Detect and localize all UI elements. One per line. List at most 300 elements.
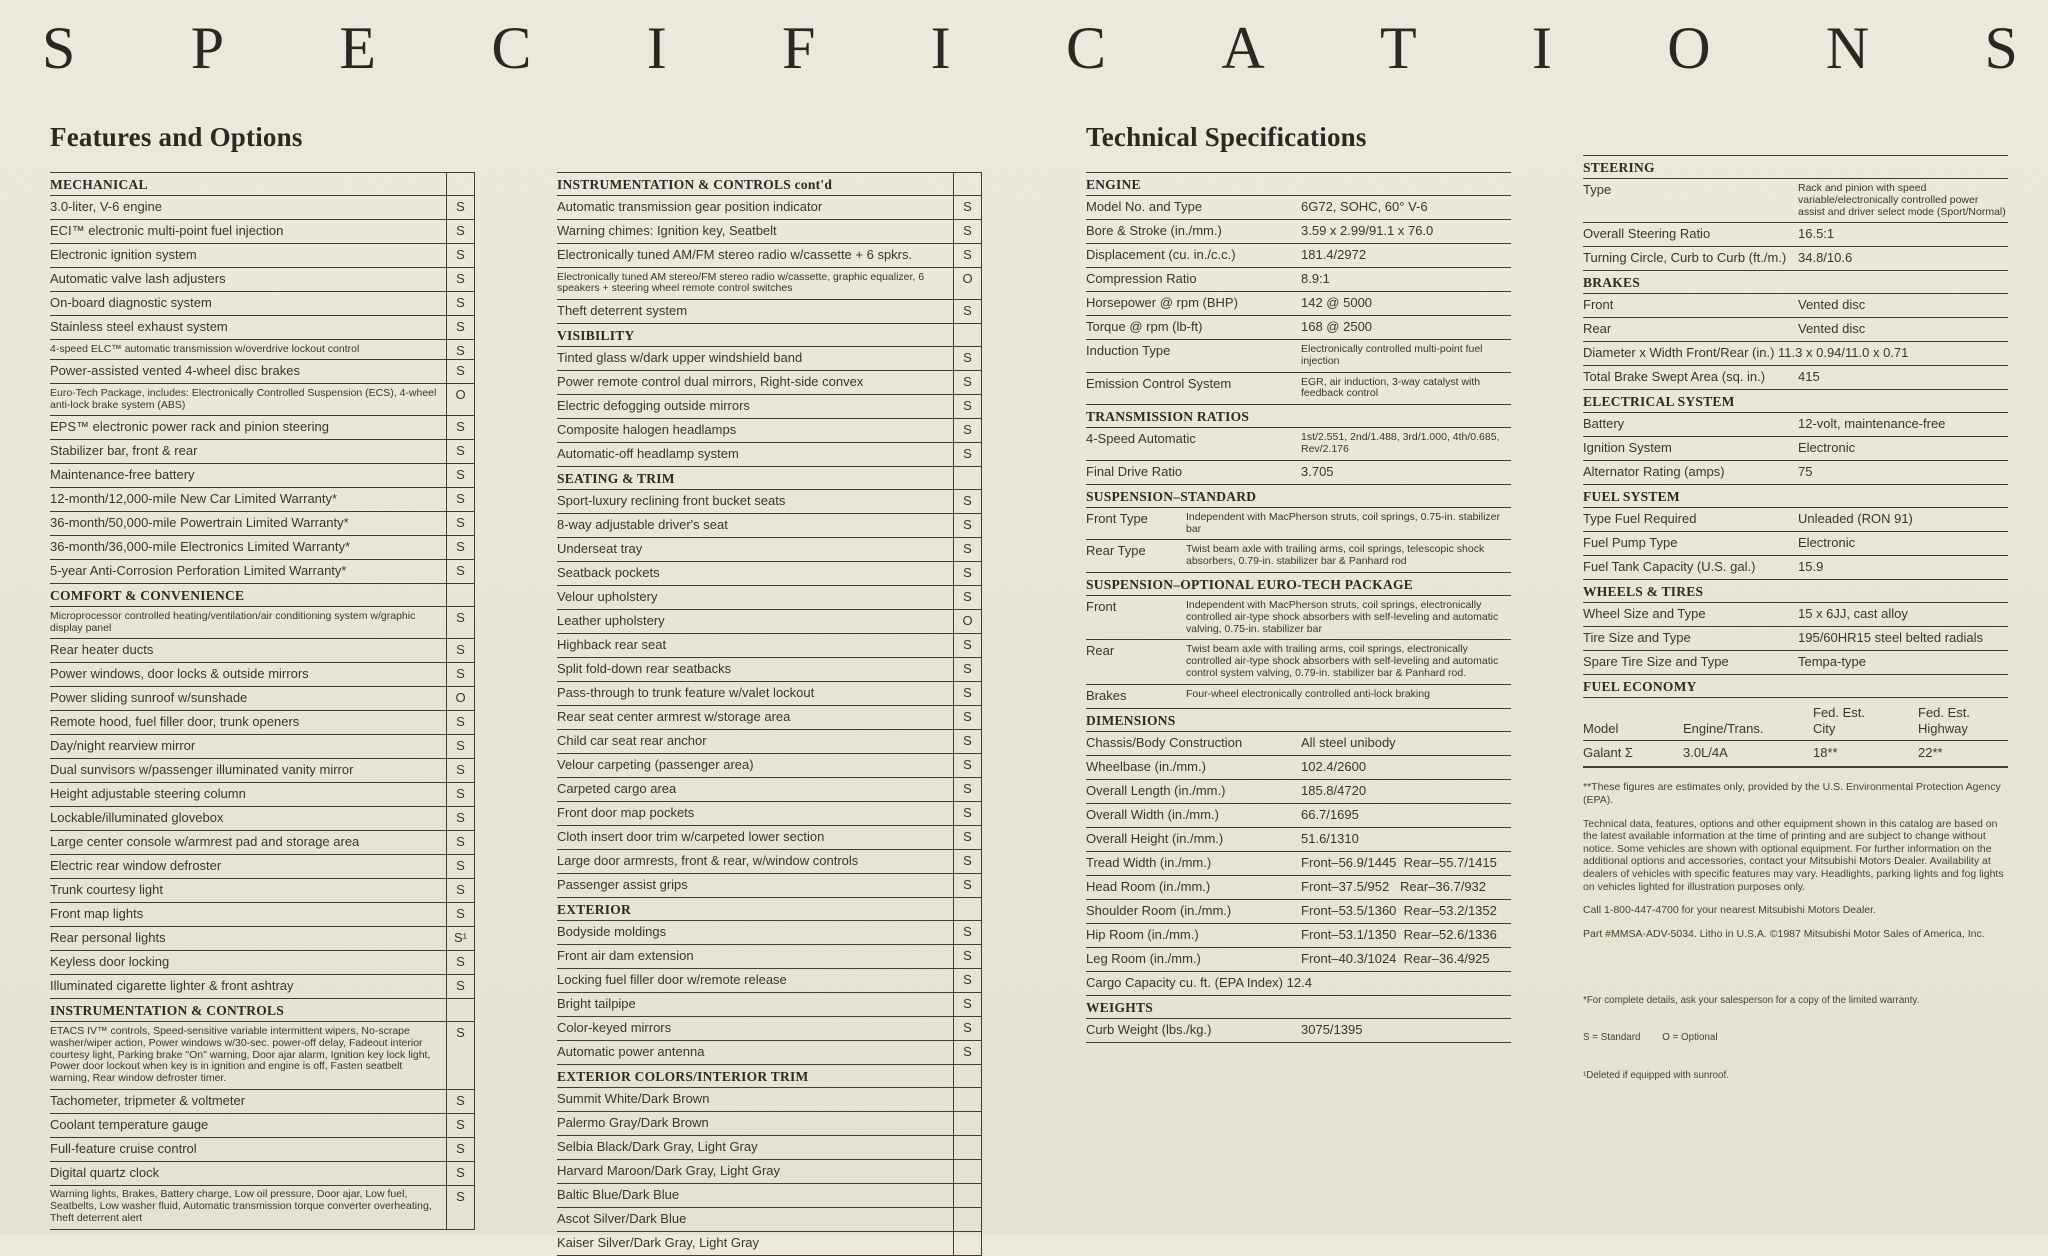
- availability-code: S¹: [446, 927, 475, 950]
- spec-row: [1583, 508, 2008, 532]
- feature-row: [557, 196, 982, 220]
- availability-code: S: [446, 244, 475, 267]
- spec-row: [1086, 196, 1511, 220]
- fuel-economy-header-label: City: [1813, 721, 1836, 737]
- feature-row: [557, 802, 982, 826]
- feature-row: [557, 1184, 982, 1208]
- spec-value: Front–37.5/952 Rear–36.7/932: [1301, 878, 1487, 894]
- fuel-economy-header-top: [1583, 705, 1683, 721]
- footnote-part-number: Part #MMSA-ADV-5034. Litho in U.S.A. ©1987 Mitsubishi Motor Sales of America, Inc.: [1583, 927, 1985, 940]
- availability-code: S: [446, 1186, 475, 1229]
- feature-label: Stainless steel exhaust system: [50, 319, 228, 334]
- spec-label: Model No. and Type: [1086, 199, 1203, 214]
- spec-label: Compression Ratio: [1086, 271, 1197, 286]
- availability-code: S: [446, 639, 475, 662]
- feature-row: [50, 951, 475, 975]
- feature-row: [50, 607, 475, 639]
- feature-label: Passenger assist grips: [557, 877, 688, 893]
- spec-row: [1583, 413, 2008, 437]
- page-title-letter: I: [646, 15, 667, 81]
- feature-label: Dual sunvisors w/passenger illuminated vanity mirror: [50, 762, 354, 778]
- feature-row: [557, 610, 982, 634]
- spec-label: Hip Room (in./mm.): [1086, 926, 1199, 942]
- spec-row: [1086, 596, 1511, 640]
- feature-label: Front map lights: [50, 906, 144, 922]
- spec-section-header: SUSPENSION–STANDARD: [1086, 485, 1511, 508]
- page-title-letter: F: [781, 15, 816, 81]
- footnote-legal: Technical data, features, options and other equipment shown in this catalog are based on the latest available information at the time of printing and are subject to change without notice. Some vehicles are shown with optional equipment. For further information on the additional options and accessories, contact your Mitsubishi Motors Dealer. Availability at dealers of vehicles with specific features may vary. Headlights, parking lights and fog lights on vehicles lighted for illustration purposes only.: [1583, 817, 2004, 893]
- spec-value: Electronic: [1798, 535, 1856, 551]
- spec-value: 16.5:1: [1798, 226, 1835, 242]
- feature-label: Velour upholstery: [557, 589, 658, 605]
- feature-label: ETACS IV™ controls, Speed-sensitive variable intermittent wipers, No-scrape washer/wiper action, Power windows w/30-sec. power-off delay, Fadeout interior courtesy light, Parking brake "On" warning, Door ajar alarm, Ignition key lock light, Power door lockout when key is in ignition and engine is off, Fasten seatbelt warning, Rear window defroster timer.: [50, 1024, 431, 1085]
- availability-code: S: [953, 1041, 982, 1064]
- spec-label: Fuel Pump Type: [1583, 535, 1678, 551]
- spec-value: Twist beam axle with trailing arms, coil springs, telescopic shock absorbers, 0.79-in. stabilizer bar & Panhard rod: [1186, 543, 1485, 568]
- spec-label: Total Brake Swept Area (sq. in.): [1583, 369, 1766, 385]
- spec-row: [1583, 294, 2008, 318]
- features-column-2: [557, 172, 982, 1256]
- feature-label: 36-month/36,000-mile Electronics Limited Warranty*: [50, 539, 351, 555]
- feature-label: ECI™ electronic multi-point fuel injection: [50, 223, 284, 238]
- spec-label: Front Type: [1086, 510, 1148, 526]
- spec-value: 75: [1798, 464, 1813, 480]
- feature-row: [557, 586, 982, 610]
- feature-row: [557, 993, 982, 1017]
- availability-code: S: [446, 879, 475, 902]
- feature-section-title: SEATING & TRIM: [557, 471, 675, 487]
- spec-value: 15 x 6JJ, cast alloy: [1798, 606, 1908, 622]
- availability-code: S: [446, 316, 475, 339]
- spec-label: Displacement (cu. in./c.c.): [1086, 247, 1236, 262]
- availability-code: S: [953, 778, 982, 801]
- spec-label: Rear Type: [1086, 543, 1146, 559]
- feature-label: Cloth insert door trim w/carpeted lower section: [557, 829, 825, 845]
- availability-code: S: [953, 562, 982, 585]
- feature-label: Bright tailpipe: [557, 996, 636, 1012]
- spec-value: 8.9:1: [1301, 271, 1330, 286]
- availability-code: [953, 1112, 982, 1135]
- spec-label: Horsepower @ rpm (BHP): [1086, 295, 1238, 310]
- availability-code: S: [953, 300, 982, 323]
- availability-code: S: [953, 514, 982, 537]
- page-title-letter: S: [1984, 15, 2018, 81]
- feature-row: [50, 1114, 475, 1138]
- feature-section-header-row: [557, 1065, 982, 1088]
- availability-code: O: [953, 610, 982, 633]
- page-title-letter: P: [190, 15, 225, 81]
- feature-row: [557, 371, 982, 395]
- spec-section-header: ENGINE: [1086, 173, 1511, 196]
- feature-row: [557, 443, 982, 467]
- feature-section-title: VISIBILITY: [557, 328, 635, 344]
- feature-label: Tachometer, tripmeter & voltmeter: [50, 1092, 246, 1108]
- feature-label: Velour carpeting (passenger area): [557, 757, 754, 773]
- feature-row: [50, 1090, 475, 1114]
- spec-label: Head Room (in./mm.): [1086, 878, 1211, 894]
- fuel-economy-col-header: [1918, 705, 2008, 737]
- spec-row: [1583, 603, 2008, 627]
- feature-label: Large door armrests, front & rear, w/window controls: [557, 853, 859, 869]
- availability-code: S: [953, 682, 982, 705]
- feature-label: Large center console w/armrest pad and storage area: [50, 834, 360, 850]
- tech-specs-table-2: [1583, 155, 2008, 675]
- spec-value: Front–40.3/1024 Rear–36.4/925: [1301, 950, 1490, 966]
- feature-row: [557, 874, 982, 898]
- fuel-economy-header: FUEL ECONOMY: [1583, 675, 2008, 698]
- fuel-economy-col-header: [1813, 705, 1918, 737]
- spec-label: 4-Speed Automatic: [1086, 431, 1196, 447]
- availability-code-cell: [953, 1065, 982, 1087]
- availability-code: S: [446, 735, 475, 758]
- features-table-2: [557, 172, 982, 1256]
- feature-label: Seatback pockets: [557, 565, 660, 581]
- spec-value: 195/60HR15 steel belted radials: [1798, 630, 1984, 646]
- feature-label: Electronic ignition system: [50, 247, 197, 262]
- availability-code: O: [446, 687, 475, 710]
- spec-label: Front: [1086, 598, 1117, 614]
- feature-row: [50, 360, 475, 384]
- feature-label: Composite halogen headlamps: [557, 422, 737, 438]
- feature-row: [50, 975, 475, 999]
- availability-code: S: [953, 730, 982, 753]
- spec-label: Leg Room (in./mm.): [1086, 950, 1201, 966]
- legend-codes: S = Standard O = Optional: [1583, 1032, 1718, 1044]
- feature-row: [50, 416, 475, 440]
- spec-row: [1086, 640, 1511, 684]
- feature-row: [557, 706, 982, 730]
- feature-label: Euro-Tech Package, includes: Electronically Controlled Suspension (ECS), 4-wheel anti-lock brake system (ABS): [50, 386, 437, 411]
- feature-label: On-board diagnostic system: [50, 295, 212, 310]
- fuel-economy-header-top: Fed. Est.: [1918, 705, 1971, 721]
- spec-label: Turning Circle, Curb to Curb (ft./m.): [1583, 250, 1787, 266]
- feature-row: [50, 855, 475, 879]
- fuel-economy-city-mpg: 18**: [1813, 745, 1838, 761]
- feature-row: [50, 220, 475, 244]
- feature-section-header-row: [557, 898, 982, 921]
- spec-row: [1583, 247, 2008, 271]
- feature-label: Front door map pockets: [557, 805, 695, 821]
- spec-row: [1086, 373, 1511, 406]
- feature-label: Power remote control dual mirrors, Right-side convex: [557, 374, 864, 390]
- spec-row: [1086, 428, 1511, 461]
- availability-code-cell: [953, 898, 982, 920]
- tech-specs-title: Technical Specifications: [1086, 122, 1367, 152]
- availability-code: S: [446, 903, 475, 926]
- availability-code: [953, 1184, 982, 1207]
- spec-row: [1086, 461, 1511, 485]
- feature-label: Keyless door locking: [50, 954, 170, 970]
- page-title-letter: T: [1379, 15, 1417, 81]
- feature-label: Electric defogging outside mirrors: [557, 398, 750, 414]
- feature-row: [557, 1160, 982, 1184]
- page-title-letter: N: [1825, 15, 1870, 81]
- feature-section-header-row: [557, 467, 982, 490]
- spec-row: [1583, 532, 2008, 556]
- feature-section-header-row: [50, 173, 475, 196]
- feature-label: Underseat tray: [557, 541, 643, 557]
- feature-row: [557, 969, 982, 993]
- feature-label: Warning lights, Brakes, Battery charge, Low oil pressure, Door ajar, Low fuel, Seatbelts, Low washer fluid, Automatic transmission torque converter overheating, Theft deterrent alert: [50, 1188, 432, 1225]
- spec-value: Twist beam axle with trailing arms, coil springs, electronically controlled air-type shock absorbers with self-leveling and automatic control system valving, 0.79-in. stabilizer bar & Panhard rod.: [1186, 643, 1499, 679]
- spec-row: [1086, 732, 1511, 756]
- spec-value: 3075/1395: [1301, 1021, 1363, 1037]
- spec-row: [1086, 900, 1511, 924]
- feature-label: Locking fuel filler door w/remote release: [557, 972, 787, 988]
- spec-label: Shoulder Room (in./mm.): [1086, 902, 1232, 918]
- availability-code: S: [446, 220, 475, 243]
- feature-row: [50, 384, 475, 416]
- spec-row: [1086, 756, 1511, 780]
- feature-section-title: INSTRUMENTATION & CONTROLS cont'd: [557, 177, 833, 192]
- feature-label: Day/night rearview mirror: [50, 738, 196, 754]
- feature-label: Rear personal lights: [50, 930, 166, 946]
- spec-value: 6G72, SOHC, 60° V-6: [1301, 199, 1428, 214]
- feature-row: [50, 1186, 475, 1230]
- fuel-economy-engine-trans: 3.0L/4A: [1683, 745, 1728, 761]
- spec-label: Wheelbase (in./mm.): [1086, 758, 1206, 774]
- availability-code: S: [953, 371, 982, 394]
- spec-label: Spare Tire Size and Type: [1583, 654, 1729, 670]
- spec-value: EGR, air induction, 3-way catalyst with feedback control: [1301, 375, 1481, 400]
- availability-code: S: [446, 340, 475, 359]
- spec-row: [1086, 340, 1511, 373]
- availability-code: S: [446, 759, 475, 782]
- feature-row: [50, 807, 475, 831]
- spec-value: 415: [1798, 369, 1820, 385]
- availability-code-cell: [953, 173, 982, 195]
- feature-label: Digital quartz clock: [50, 1164, 160, 1180]
- fuel-economy-column-headers: [1583, 698, 2008, 741]
- feature-label: Maintenance-free battery: [50, 467, 195, 483]
- feature-row: [557, 1088, 982, 1112]
- availability-code: S: [446, 292, 475, 315]
- spec-value: Tempa-type: [1798, 654, 1866, 670]
- feature-row: [50, 536, 475, 560]
- availability-code: S: [446, 711, 475, 734]
- availability-code-cell: [446, 584, 475, 606]
- spec-label: Rear: [1086, 643, 1115, 659]
- spec-label: Battery: [1583, 416, 1625, 432]
- feature-label: Microprocessor controlled heating/ventilation/air conditioning system w/graphic display panel: [50, 609, 416, 634]
- spec-row: [1086, 828, 1511, 852]
- feature-row: [557, 1112, 982, 1136]
- spec-row: [1086, 540, 1511, 573]
- availability-code: S: [446, 807, 475, 830]
- availability-code: S: [953, 634, 982, 657]
- feature-row: [50, 316, 475, 340]
- spec-row: [1086, 948, 1511, 972]
- feature-row: [557, 826, 982, 850]
- footnote-phone: Call 1-800-447-4700 for your nearest Mitsubishi Motors Dealer.: [1583, 904, 1876, 917]
- feature-label: Automatic power antenna: [557, 1044, 705, 1060]
- feature-row: [50, 560, 475, 584]
- availability-code: O: [446, 384, 475, 415]
- spec-row: [1583, 651, 2008, 675]
- feature-row: [50, 196, 475, 220]
- availability-code: S: [953, 220, 982, 243]
- feature-label: Stabilizer bar, front & rear: [50, 443, 198, 459]
- page-title-letter: A: [1221, 15, 1265, 81]
- page-title-letter: I: [1531, 15, 1552, 81]
- feature-label: Bodyside moldings: [557, 924, 667, 940]
- feature-label: Theft deterrent system: [557, 303, 688, 319]
- spec-section-header: FUEL SYSTEM: [1583, 485, 2008, 508]
- spec-row: [1583, 223, 2008, 247]
- availability-code-cell: [446, 999, 475, 1021]
- feature-row: [50, 711, 475, 735]
- spec-label: Bore & Stroke (in./mm.): [1086, 223, 1222, 238]
- spec-label: Final Drive Ratio: [1086, 463, 1183, 479]
- feature-section-header-row: [50, 584, 475, 607]
- page-title-letter: O: [1667, 15, 1711, 81]
- spec-value: 3.705: [1301, 463, 1334, 479]
- availability-code: [953, 1160, 982, 1183]
- availability-code: [953, 1232, 982, 1255]
- feature-label: Palermo Gray/Dark Brown: [557, 1115, 709, 1131]
- feature-row: [557, 347, 982, 371]
- feature-section-title: COMFORT & CONVENIENCE: [50, 588, 245, 604]
- spec-row: [1583, 318, 2008, 342]
- page-title-letter: C: [1065, 15, 1106, 81]
- feature-label: Full-feature cruise control: [50, 1140, 197, 1156]
- availability-code: S: [446, 1022, 475, 1088]
- feature-row: [557, 300, 982, 324]
- feature-row: [557, 220, 982, 244]
- spec-value: Front–53.1/1350 Rear–52.6/1336: [1301, 926, 1497, 942]
- feature-row: [557, 395, 982, 419]
- availability-code: [953, 1136, 982, 1159]
- feature-row: [50, 488, 475, 512]
- availability-code: S: [953, 1017, 982, 1040]
- availability-code: S: [953, 993, 982, 1016]
- feature-label: Trunk courtesy light: [50, 882, 163, 898]
- feature-label: Power windows, door locks & outside mirrors: [50, 666, 309, 682]
- fuel-economy-header-label: Model: [1583, 721, 1619, 737]
- feature-row: [50, 639, 475, 663]
- spec-section-header: WEIGHTS: [1086, 996, 1511, 1019]
- spec-value: 1st/2.551, 2nd/1.488, 3rd/1.000, 4th/0.685, Rev/2.176: [1301, 431, 1500, 455]
- spec-row: [1583, 556, 2008, 580]
- availability-code: S: [446, 1162, 475, 1185]
- availability-code: S: [446, 360, 475, 383]
- feature-label: 5-year Anti-Corrosion Perforation Limited Warranty*: [50, 563, 347, 579]
- feature-label: Illuminated cigarette lighter & front ashtray: [50, 978, 294, 994]
- features-table-1: [50, 172, 475, 1230]
- availability-code: S: [446, 607, 475, 638]
- page-title-letter: C: [491, 15, 532, 81]
- availability-code: S: [953, 419, 982, 442]
- spec-label: Induction Type: [1086, 343, 1171, 358]
- feature-label: Pass-through to trunk feature w/valet lockout: [557, 685, 815, 701]
- feature-row: [557, 490, 982, 514]
- spec-row: [1086, 1019, 1511, 1043]
- feature-row: [50, 783, 475, 807]
- feature-section-title: INSTRUMENTATION & CONTROLS: [50, 1003, 285, 1019]
- feature-label: Child car seat rear anchor: [557, 733, 707, 749]
- feature-row: [557, 658, 982, 682]
- availability-code: S: [953, 969, 982, 992]
- feature-label: Electric rear window defroster: [50, 858, 222, 874]
- availability-code: S: [953, 196, 982, 219]
- spec-label: Brakes: [1086, 687, 1127, 703]
- availability-code: S: [446, 663, 475, 686]
- spec-value: Independent with MacPherson struts, coil springs, 0.75-in. stabilizer bar: [1186, 510, 1500, 535]
- feature-row: [50, 663, 475, 687]
- feature-row: [557, 682, 982, 706]
- fuel-economy-header-top: Fed. Est.: [1813, 705, 1866, 721]
- spec-section-header: ELECTRICAL SYSTEM: [1583, 390, 2008, 413]
- feature-section-header-row: [557, 324, 982, 347]
- spec-value: Electronically controlled multi-point fuel injection: [1301, 343, 1483, 367]
- feature-row: [50, 268, 475, 292]
- feature-row: [50, 340, 475, 360]
- spec-label: Overall Height (in./mm.): [1086, 830, 1224, 846]
- feature-row: [557, 945, 982, 969]
- spec-value: 185.8/4720: [1301, 782, 1367, 798]
- legend-block: [1583, 970, 2008, 1106]
- spec-row: [1583, 366, 2008, 390]
- spec-row: [1086, 804, 1511, 828]
- spec-row: [1086, 685, 1511, 709]
- spec-section-header: SUSPENSION–OPTIONAL EURO-TECH PACKAGE: [1086, 573, 1511, 596]
- feature-label: 8-way adjustable driver's seat: [557, 517, 728, 533]
- legend-sunroof: ¹Deleted if equipped with sunroof.: [1583, 1069, 1729, 1081]
- feature-label: Lockable/illuminated glovebox: [50, 810, 224, 826]
- availability-code: S: [953, 538, 982, 561]
- feature-row: [50, 831, 475, 855]
- spec-label: Torque @ rpm (lb-ft): [1086, 319, 1203, 334]
- spec-value: 102.4/2600: [1301, 758, 1367, 774]
- spec-value: Independent with MacPherson struts, coil springs, electronically controlled air-type shock absorbers with self-leveling and automatic valving, 0.75-in. stabilizer bar: [1186, 598, 1499, 635]
- availability-code: S: [446, 512, 475, 535]
- spec-value: 15.9: [1798, 559, 1824, 575]
- availability-code: S: [446, 488, 475, 511]
- spec-row: [1086, 876, 1511, 900]
- feature-row: [557, 921, 982, 945]
- features-title: Features and Options: [50, 122, 303, 152]
- page-title-letter: E: [339, 15, 377, 81]
- spec-label: Overall Width (in./mm.): [1086, 806, 1219, 822]
- feature-label: Automatic transmission gear position indicator: [557, 199, 823, 214]
- feature-row: [557, 1208, 982, 1232]
- spec-label: Overall Length (in./mm.): [1086, 782, 1226, 798]
- spec-row-full: Diameter x Width Front/Rear (in.) 11.3 x 0.94/11.0 x 0.71: [1583, 342, 2008, 366]
- feature-row: [557, 538, 982, 562]
- spec-value: 142 @ 5000: [1301, 295, 1373, 310]
- feature-section-header-row: [557, 173, 982, 196]
- availability-code: O: [953, 268, 982, 299]
- spec-value: Front–56.9/1445 Rear–55.7/1415: [1301, 854, 1497, 870]
- availability-code-cell: [953, 324, 982, 346]
- spec-row: [1583, 461, 2008, 485]
- page-title-letter: S: [42, 15, 76, 81]
- feature-label: Summit White/Dark Brown: [557, 1091, 710, 1107]
- spec-row: [1086, 292, 1511, 316]
- legend-warranty: *For complete details, ask your salesperson for a copy of the limited warranty.: [1583, 995, 1920, 1007]
- availability-code: S: [446, 464, 475, 487]
- feature-row: [50, 879, 475, 903]
- availability-code: S: [953, 874, 982, 897]
- feature-label: 12-month/12,000-mile New Car Limited Warranty*: [50, 491, 338, 507]
- feature-label: Leather upholstery: [557, 613, 665, 629]
- availability-code-cell: [953, 467, 982, 489]
- spec-row: [1086, 852, 1511, 876]
- feature-row: [50, 735, 475, 759]
- feature-row: [557, 634, 982, 658]
- availability-code: S: [446, 536, 475, 559]
- spec-label: Curb Weight (lbs./kg.): [1086, 1021, 1212, 1037]
